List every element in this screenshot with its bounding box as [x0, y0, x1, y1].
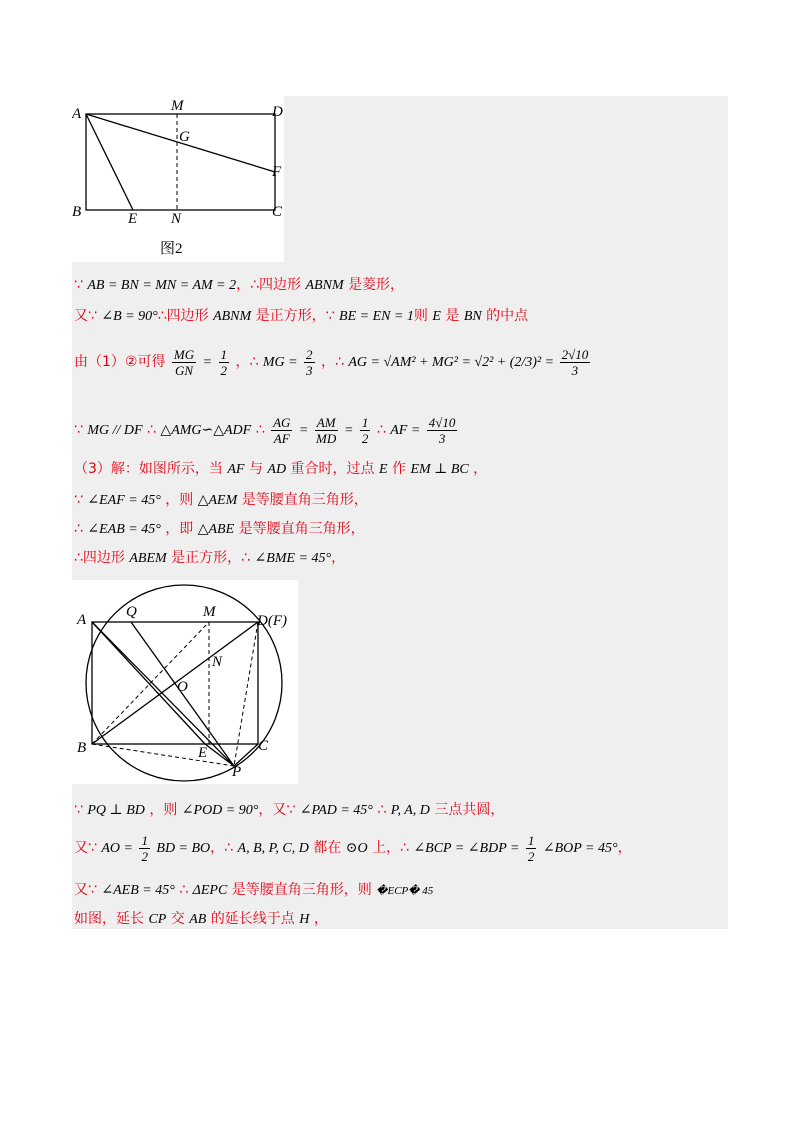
- text-run: ∴: [147, 422, 156, 438]
- text-run: ∴四边形: [74, 550, 125, 566]
- math-expr: P, A, D: [390, 803, 430, 818]
- math-expr: BE = EN = 1: [339, 309, 414, 324]
- text-run: 是: [445, 308, 460, 324]
- math-expr: BN: [463, 309, 482, 324]
- line-8: [74, 548, 345, 569]
- fig2-label-g: G: [179, 129, 190, 145]
- line-6: [74, 490, 368, 511]
- math-expr: AD: [267, 462, 287, 477]
- text-run: ，: [313, 911, 328, 927]
- math-expr: EM ⊥ BC: [410, 462, 469, 477]
- figure-2-caption: 图2: [160, 241, 183, 257]
- fraction-numerator: AG: [273, 414, 291, 430]
- therefore-symbol: ∴: [74, 521, 83, 537]
- fig3-label-d: D(F): [257, 613, 287, 629]
- line-12: [74, 909, 328, 930]
- math-expr: ∠BME = 45°: [254, 551, 332, 566]
- math-expr: E: [378, 462, 388, 477]
- fig3-label-a: A: [77, 612, 87, 628]
- text-run: 的延长线于点: [210, 911, 295, 927]
- because-symbol: ∵: [74, 802, 83, 818]
- text-run: ，∴: [235, 354, 259, 370]
- text-run: ，: [473, 461, 488, 477]
- text-run: 由（1）②可得: [74, 354, 166, 370]
- math-expr: ⊙O: [345, 841, 368, 856]
- text-run: 则: [413, 308, 428, 324]
- text-run: ，∴: [210, 840, 234, 856]
- fraction-numerator: 1: [141, 832, 148, 848]
- text-run: 是菱形，: [348, 277, 405, 293]
- figure-2-diagram: [72, 96, 284, 262]
- text-run: 交: [170, 911, 185, 927]
- text-run: 又∵: [74, 840, 97, 856]
- math-expr: ΔEPC: [192, 883, 228, 898]
- fig2-label-a: A: [72, 106, 82, 122]
- math-expr: A, B, P, C, D: [237, 841, 309, 856]
- text-run: 如图，延长: [74, 911, 144, 927]
- fraction: [219, 347, 230, 378]
- fig3-label-p: P: [232, 764, 242, 780]
- fig2-label-e: E: [128, 211, 138, 227]
- line-1: [74, 275, 404, 296]
- fraction: [360, 415, 371, 446]
- fraction: [427, 415, 458, 446]
- text-run: 与: [248, 461, 263, 477]
- math-expr: ABEM: [129, 551, 167, 566]
- math-expr: ∠BCP = ∠BDP =: [413, 841, 520, 856]
- text-run: 是正方形，∵: [255, 308, 335, 324]
- text-run: 是等腰直角三角形，: [241, 492, 368, 508]
- fig3-label-q: Q: [126, 604, 137, 620]
- figure-3: [72, 580, 298, 784]
- fig2-label-f: F: [272, 164, 282, 180]
- fig3-label-c: C: [258, 738, 269, 754]
- fraction: [526, 833, 537, 864]
- math-expr: ABNM: [213, 309, 252, 324]
- text-run: 都在: [313, 840, 342, 856]
- text-run: 的中点: [486, 308, 529, 324]
- text-run: ∴: [376, 422, 386, 438]
- text-run: ，∴: [320, 354, 344, 370]
- math-expr: AB = BN = MN = AM = 2: [87, 278, 237, 293]
- math-expr: ∠B = 90°: [101, 309, 158, 324]
- fraction-denominator: 2: [361, 430, 369, 446]
- fraction-numerator: 1: [220, 346, 227, 362]
- fraction: [560, 347, 591, 378]
- fraction: [315, 415, 338, 446]
- text-run: ，: [331, 550, 346, 566]
- fraction: [271, 415, 292, 446]
- fraction-numerator: AM: [316, 414, 336, 430]
- text-run: 三点共圆，: [434, 802, 505, 818]
- fraction-denominator: 3: [438, 430, 446, 446]
- line-2: [74, 306, 528, 327]
- math-expr: AO =: [101, 841, 133, 856]
- fig2-label-c: C: [272, 204, 283, 220]
- fraction-numerator: 2√10: [561, 346, 589, 362]
- text-run: 又∵: [74, 882, 97, 898]
- fraction-numerator: 1: [361, 414, 369, 430]
- math-expr: E: [432, 309, 441, 324]
- math-expr: ∠EAB = 45°: [87, 522, 161, 537]
- math-expr: MG =: [262, 355, 298, 370]
- text-run: ∴: [377, 802, 387, 818]
- math-expr: ∠AEB = 45°: [101, 883, 175, 898]
- math-expr: MG // DF: [87, 423, 143, 438]
- fig3-label-o: O: [177, 679, 188, 695]
- fraction-denominator: 2: [527, 848, 535, 864]
- fraction-numerator: 2: [306, 346, 313, 362]
- math-expr: BD = BO: [156, 841, 211, 856]
- fraction: [139, 833, 150, 864]
- math-expr: AF: [227, 462, 245, 477]
- math-expr: ∠BOP = 45°: [542, 841, 618, 856]
- line-9: [74, 800, 504, 821]
- text-run: （3）解：如图所示，当: [74, 461, 223, 477]
- text-run: 是正方形，∴: [171, 550, 251, 566]
- fraction-denominator: 3: [306, 362, 313, 378]
- fraction-denominator: GN: [175, 362, 194, 378]
- text-run: ，即: [165, 521, 194, 537]
- equals-sign: =: [344, 423, 354, 438]
- fraction: [304, 347, 315, 378]
- text-run: ∴: [179, 882, 189, 898]
- math-expr: �ECP� 45: [376, 885, 434, 897]
- figure-3-diagram: [72, 580, 298, 784]
- figure-2: [72, 96, 284, 262]
- math-expr: PQ ⊥ BD: [87, 803, 145, 818]
- fraction: [172, 347, 196, 378]
- equals-sign: =: [298, 423, 309, 438]
- math-expr: △AMG∽△ADF: [160, 423, 252, 438]
- fig3-label-m: M: [203, 604, 216, 620]
- text-run: 作: [391, 461, 406, 477]
- fraction-numerator: 4√10: [428, 414, 456, 430]
- math-expr: ∠PAD = 45°: [299, 803, 373, 818]
- text-run: ，则: [149, 802, 178, 818]
- fig2-label-m: M: [171, 98, 184, 114]
- fraction-numerator: MG: [173, 346, 195, 362]
- math-expr: AB: [189, 912, 207, 927]
- text-run: ，∴四边形: [236, 277, 302, 293]
- fig2-label-n: N: [171, 211, 182, 227]
- text-run: ，又∵: [258, 802, 296, 818]
- math-expr: ABNM: [305, 278, 344, 293]
- math-expr: △AEM: [197, 493, 238, 508]
- math-expr: CP: [148, 912, 167, 927]
- line-10: [74, 832, 632, 865]
- equals-sign: =: [202, 355, 213, 370]
- fraction-denominator: MD: [316, 430, 337, 446]
- text-run: 重合时，过点: [290, 461, 375, 477]
- because-symbol: ∵: [74, 422, 83, 438]
- line-3: [74, 344, 592, 381]
- fig3-label-n: N: [212, 654, 223, 670]
- line-7: [74, 519, 365, 540]
- fig2-label-d: D: [272, 104, 283, 120]
- fraction-denominator: 2: [141, 848, 148, 864]
- line-4: [74, 412, 459, 449]
- math-expr: ∠EAF = 45°: [87, 493, 161, 508]
- fig3-label-b: B: [77, 740, 87, 756]
- fraction-denominator: 3: [571, 362, 579, 378]
- line-11: [74, 880, 433, 901]
- text-run: ，: [617, 840, 632, 856]
- text-run: 上，∴: [372, 840, 409, 856]
- because-symbol: ∵: [74, 492, 83, 508]
- text-run: 是等腰直角三角形，: [238, 521, 365, 537]
- math-expr: AF =: [390, 423, 421, 438]
- text-run: ∴: [255, 422, 265, 438]
- text-run: ，则: [165, 492, 194, 508]
- fraction-denominator: AF: [273, 430, 290, 446]
- text-run: 又∵: [74, 308, 97, 324]
- text-run: ∴四边形: [157, 308, 209, 324]
- math-expr: H: [299, 912, 310, 927]
- fraction-denominator: 2: [220, 362, 227, 378]
- math-expr: ∠POD = 90°: [181, 803, 259, 818]
- fig3-label-e: E: [198, 745, 208, 761]
- line-5: [74, 459, 487, 480]
- fraction-numerator: 1: [527, 832, 535, 848]
- because-symbol: ∵: [74, 277, 83, 293]
- math-expr: △ABE: [197, 522, 235, 537]
- text-run: 是等腰直角三角形，则: [231, 882, 372, 898]
- math-expr: AG = √AM² + MG² = √2² + (2/3)² =: [348, 355, 558, 370]
- fig2-label-b: B: [72, 204, 82, 220]
